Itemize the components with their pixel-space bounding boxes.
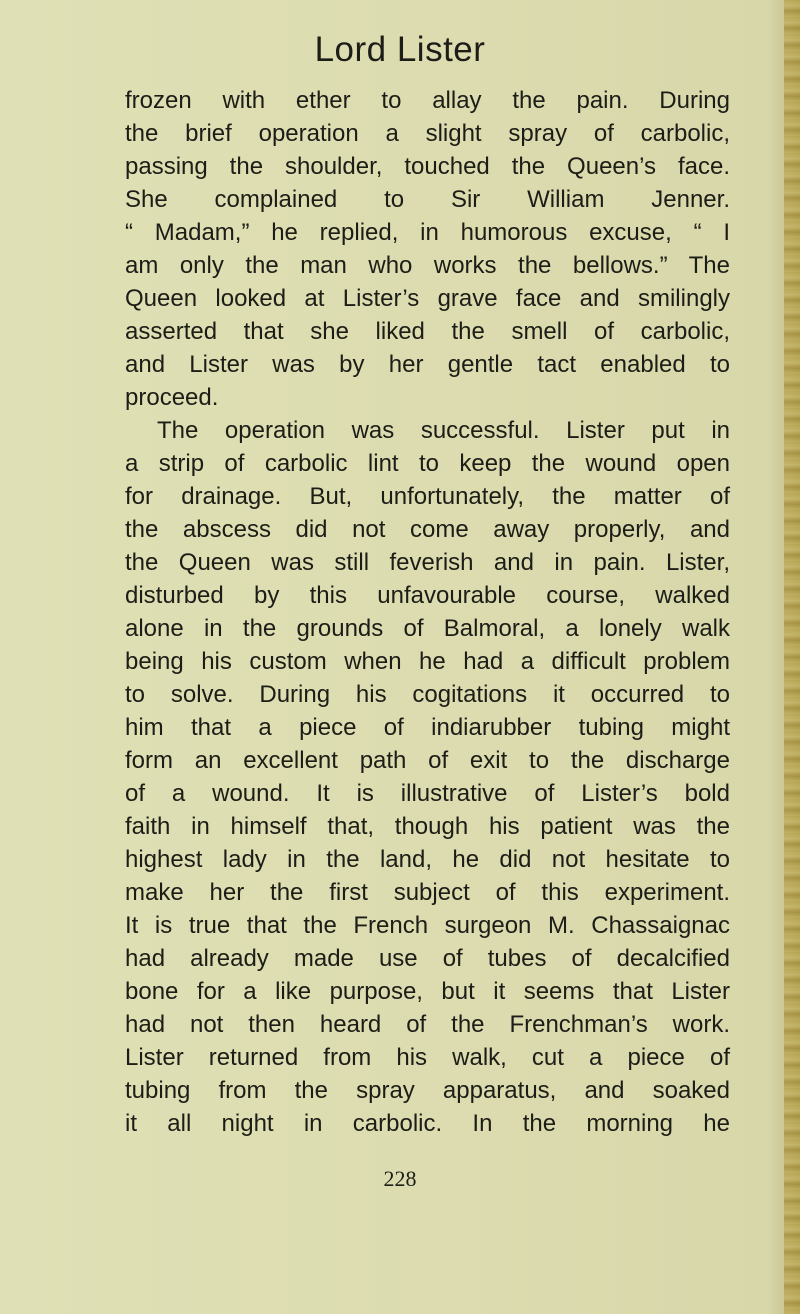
text-line: the Queen was still feverish and in pain. Lister, — [125, 549, 730, 576]
text-line: had already made use of tubes of decalcified — [125, 945, 730, 972]
text-line: proceed. — [125, 384, 219, 411]
text-line: had not then heard of the Frenchman’s work. — [125, 1011, 730, 1038]
text-line: make her the first subject of this experiment. — [125, 879, 730, 906]
text-line: and Lister was by her gentle tact enabled to — [125, 351, 730, 378]
text-line: faith in himself that, though his patient was the — [125, 813, 730, 840]
text-line: Lister returned from his walk, cut a piece of — [125, 1044, 730, 1071]
text-line: alone in the grounds of Balmoral, a lonely walk — [125, 615, 730, 642]
text-line: it all night in carbolic. In the morning he — [125, 1110, 730, 1137]
page-number: 228 — [383, 1166, 417, 1191]
text-line: highest lady in the land, he did not hesitate to — [125, 846, 730, 873]
text-line: asserted that she liked the smell of carbolic, — [125, 318, 730, 345]
text-line: the abscess did not come away properly, and — [125, 516, 730, 543]
text-line: a strip of carbolic lint to keep the wound open — [125, 450, 730, 477]
text-line: “ Madam,” he replied, in humorous excuse, “ I — [125, 219, 730, 246]
text-line: It is true that the French surgeon M. Chassaignac — [125, 912, 730, 939]
text-line: frozen with ether to allay the pain. During — [125, 87, 730, 114]
text-line: him that a piece of indiarubber tubing might — [125, 714, 730, 741]
running-head: Lord Lister — [314, 30, 486, 69]
text-line: for drainage. But, unfortunately, the matter of — [125, 483, 730, 510]
text-line: to solve. During his cogitations it occurred to — [125, 681, 730, 708]
text-line: tubing from the spray apparatus, and soaked — [125, 1077, 730, 1104]
page-edge — [784, 0, 800, 1314]
text-line: Queen looked at Lister’s grave face and smilingly — [125, 285, 730, 312]
text-line: bone for a like purpose, but it seems that Lister — [125, 978, 730, 1005]
text-line: the brief operation a slight spray of carbolic, — [125, 120, 730, 147]
text-line: of a wound. It is illustrative of Lister’s bold — [125, 780, 730, 807]
text-line: form an excellent path of exit to the discharge — [125, 747, 730, 774]
text-line: being his custom when he had a difficult problem — [125, 648, 730, 675]
text-line: passing the shoulder, touched the Queen’s face. — [125, 153, 730, 180]
text-line: am only the man who works the bellows.” The — [125, 252, 730, 279]
text-line: The operation was successful. Lister put in — [157, 417, 730, 444]
text-line: disturbed by this unfavourable course, walked — [125, 582, 730, 609]
text-line: She complained to Sir William Jenner. — [125, 186, 730, 213]
